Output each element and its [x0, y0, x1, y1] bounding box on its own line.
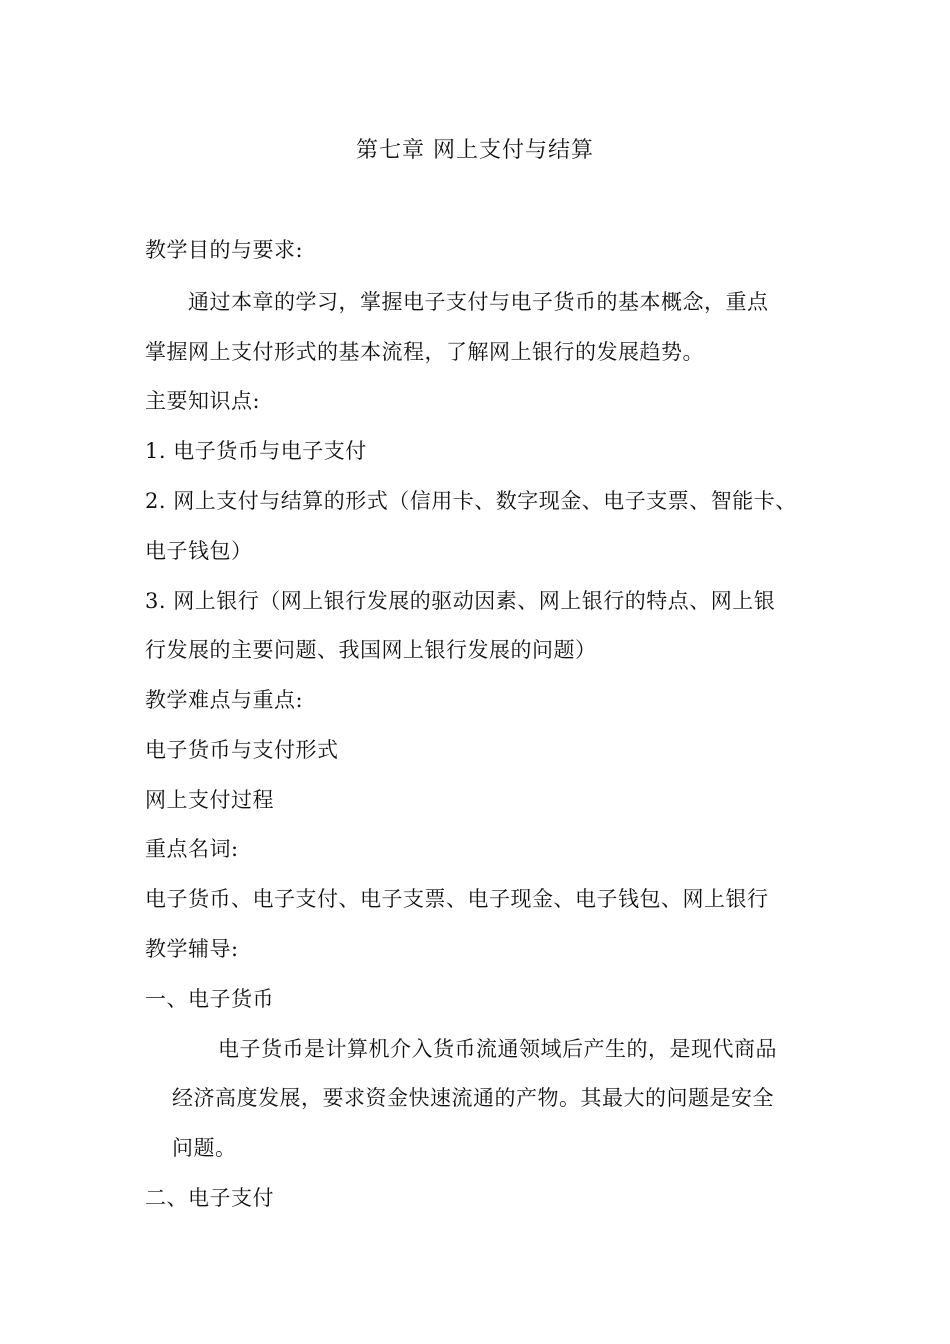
section-2-heading: 二、电子支付 — [145, 1186, 274, 1210]
section-1-paragraph-line-3: 问题。 — [172, 1136, 237, 1160]
objectives-paragraph-line-2: 掌握网上支付形式的基本流程，了解网上银行的发展趋势。 — [145, 340, 704, 364]
difficulty-heading: 教学难点与重点: — [145, 688, 304, 712]
knowledge-item-3-line-1: 3. 网上银行（网上银行发展的驱动因素、网上银行的特点、网上银 — [145, 589, 776, 613]
difficulty-item-1: 电子货币与支付形式 — [145, 738, 339, 762]
knowledge-item-2-line-2: 电子钱包） — [145, 539, 253, 563]
knowledge-item-3-line-2: 行发展的主要问题、我国网上银行发展的问题） — [145, 638, 597, 662]
guidance-heading: 教学辅导: — [145, 937, 239, 961]
section-1-heading: 一、电子货币 — [145, 987, 274, 1011]
terms-heading: 重点名词: — [145, 837, 239, 861]
section-1-paragraph-line-2: 经济高度发展，要求资金快速流通的产物。其最大的问题是安全 — [172, 1086, 774, 1110]
terms-list: 电子货币、电子支付、电子支票、电子现金、电子钱包、网上银行 — [145, 887, 769, 911]
knowledge-item-2-line-1: 2. 网上支付与结算的形式（信用卡、数字现金、电子支票、智能卡、 — [145, 489, 797, 513]
chapter-title: 第七章 网上支付与结算 — [356, 138, 594, 163]
knowledge-heading: 主要知识点: — [145, 389, 261, 413]
objectives-heading: 教学目的与要求: — [145, 238, 304, 262]
difficulty-item-2: 网上支付过程 — [145, 788, 274, 812]
objectives-paragraph-line-1: 通过本章的学习，掌握电子支付与电子货币的基本概念，重点 — [188, 290, 769, 314]
knowledge-item-1: 1. 电子货币与电子支付 — [145, 439, 367, 463]
section-1-paragraph-line-1: 电子货币是计算机介入货币流通领域后产生的，是现代商品 — [218, 1037, 777, 1061]
